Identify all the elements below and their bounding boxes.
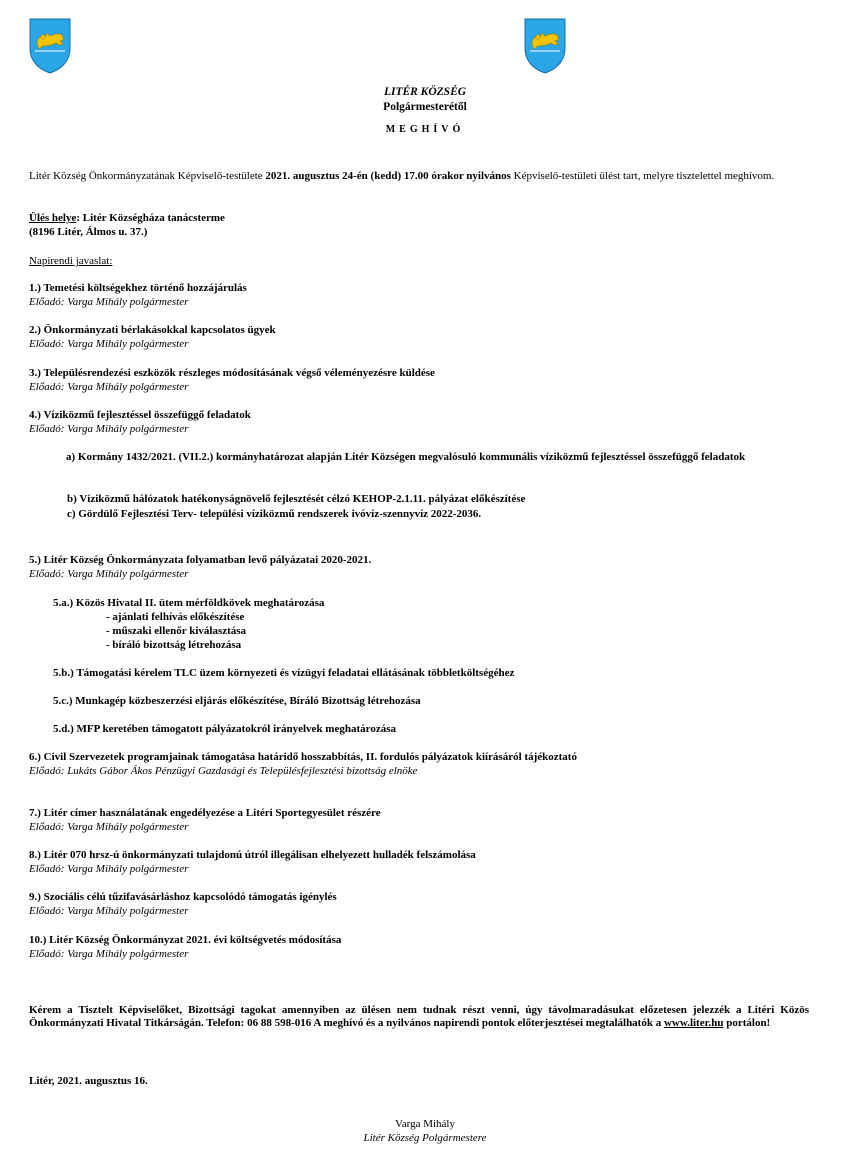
agenda-item-5a-sub-2: - műszaki ellenőr kiválasztása: [106, 625, 247, 637]
agenda-item-1-presenter: Előadó: Varga Mihály polgármester: [29, 296, 189, 308]
agenda-item-9-title: 9.) Szociális célú tűzifavásárláshoz kapcsolódó támogatás igénylés: [29, 891, 337, 903]
coat-of-arms-right: [524, 18, 566, 74]
agenda-item-4b: b) Víziközmű hálózatok hatékonyságnövelő fejlesztését célzó KEHOP-2.1.11. pályázat előkészítése: [67, 493, 526, 505]
agenda-label: Napirendi javaslat:: [29, 255, 113, 267]
agenda-item-5-presenter: Előadó: Varga Mihály polgármester: [29, 568, 189, 580]
agenda-item-9-presenter: Előadó: Varga Mihály polgármester: [29, 905, 189, 917]
agenda-item-7-title: 7.) Litér címer használatának engedélyezése a Litéri Sportegyesület részére: [29, 807, 381, 819]
agenda-item-5-title: 5.) Litér Község Önkormányzata folyamatban levő pályázatai 2020-2021.: [29, 554, 372, 566]
closing-text: Kérem a Tisztelt Képviselőket, Bizottsági tagokat amennyiben az ülésen nem tudnak részt venni, úgy távolmaradásukat előzetesen jelezzék a Litéri Közös Önkormányzati Hivatal Titkárságán. Telefon: 06 88 598-016 A meghívó és a nyilvános napirendi pontok előterjesztései megtalálhatók a: [29, 1004, 809, 1029]
signature-role: Litér Község Polgármestere: [363, 1132, 487, 1144]
agenda-item-1-title: 1.) Temetési költségekhez történő hozzájárulás: [29, 282, 247, 294]
agenda-item-5b: 5.b.) Támogatási kérelem TLC üzem környezeti és vízügyi feladatai ellátásának többletköltségéhez: [53, 667, 515, 679]
signature-name: Varga Mihály: [395, 1118, 455, 1130]
website-link[interactable]: www.liter.hu: [663, 1017, 724, 1029]
closing-paragraph: [29, 1004, 809, 1030]
agenda-item-8-title: 8.) Litér 070 hrsz-ú önkormányzati tulajdonú útról illegálisan elhelyezett hulladék felszámolása: [29, 849, 476, 861]
agenda-item-5a-sub-3: - bíráló bizottság létrehozása: [106, 639, 242, 651]
agenda-item-5a: 5.a.) Közös Hivatal II. ütem mérföldkövek meghatározása: [53, 597, 325, 609]
agenda-item-2-presenter: Előadó: Varga Mihály polgármester: [29, 338, 189, 350]
agenda-item-7-presenter: Előadó: Varga Mihály polgármester: [29, 821, 189, 833]
agenda-item-4-presenter: Előadó: Varga Mihály polgármester: [29, 423, 189, 435]
agenda-item-4a: a) Kormány 1432/2021. (VII.2.) kormányhatározat alapján Litér Községen megvalósuló kommunális víziközmű fejlesztéssel összefüggő feladatok: [66, 451, 746, 463]
date-line: Litér, 2021. augusztus 16.: [29, 1075, 148, 1087]
agenda-item-5c: 5.c.) Munkagép közbeszerzési eljárás előkészítése, Bíráló Bizottság létrehozása: [53, 695, 421, 707]
venue: [29, 212, 809, 225]
agenda-item-4c: c) Gördülő Fejlesztési Terv- települési víziközmű rendszerek ivóvíz-szennyvíz 2022-2036.: [67, 508, 482, 520]
agenda-item-2-title: 2.) Önkormányzati bérlakásokkal kapcsolatos ügyek: [29, 324, 276, 336]
intro-paragraph: [29, 170, 809, 183]
venue-address: (8196 Litér, Álmos u. 37.): [29, 226, 148, 238]
coat-of-arms-icon: [29, 18, 71, 74]
agenda-item-10-presenter: Előadó: Varga Mihály polgármester: [29, 948, 189, 960]
agenda-item-8-presenter: Előadó: Varga Mihály polgármester: [29, 863, 189, 875]
town-title: LITÉR KÖZSÉG: [383, 86, 467, 98]
intro-text-end: Képviselő-testületi ülést tart, melyre tisztelettel meghívom.: [510, 170, 775, 182]
agenda-item-3-title: 3.) Településrendezési eszközök részleges módosításának végső véleményezésre küldése: [29, 367, 435, 379]
from-line: Polgármesterétől: [383, 101, 467, 113]
agenda-item-4-title: 4.) Víziközmű fejlesztéssel összefüggő feladatok: [29, 409, 251, 421]
venue-place: : Litér Községháza tanácsterme: [76, 212, 225, 224]
agenda-item-3-presenter: Előadó: Varga Mihály polgármester: [29, 381, 189, 393]
intro-text-start: Litér Község Önkormányzatának Képviselő-testülete: [29, 170, 266, 182]
agenda-item-10-title: 10.) Litér Község Önkormányzat 2021. évi költségvetés módosítása: [29, 934, 342, 946]
meeting-datetime: 2021. augusztus 24-én (kedd) 17.00 órakor nyilvános: [265, 170, 511, 182]
agenda-item-5a-sub-1: - ajánlati felhívás előkészítése: [106, 611, 245, 623]
coat-of-arms-icon: [524, 18, 566, 74]
coat-of-arms-left: [29, 18, 71, 74]
agenda-item-5d: 5.d.) MFP keretében támogatott pályázatokról irányelvek meghatározása: [53, 723, 396, 735]
venue-label: Ülés helye: [29, 212, 77, 224]
agenda-item-6-title: 6.) Civil Szervezetek programjainak támogatása határidő hosszabbítás, II. fordulós pályázatok kiírásáról tájékoztató: [29, 751, 577, 763]
agenda-item-6-presenter: Előadó: Lukáts Gábor Ákos Pénzügyi Gazdasági és Településfejlesztési bizottság elnöke: [29, 765, 418, 777]
closing-tail: portálon!: [723, 1017, 771, 1029]
document-type: MEGHÍVÓ: [385, 124, 465, 135]
